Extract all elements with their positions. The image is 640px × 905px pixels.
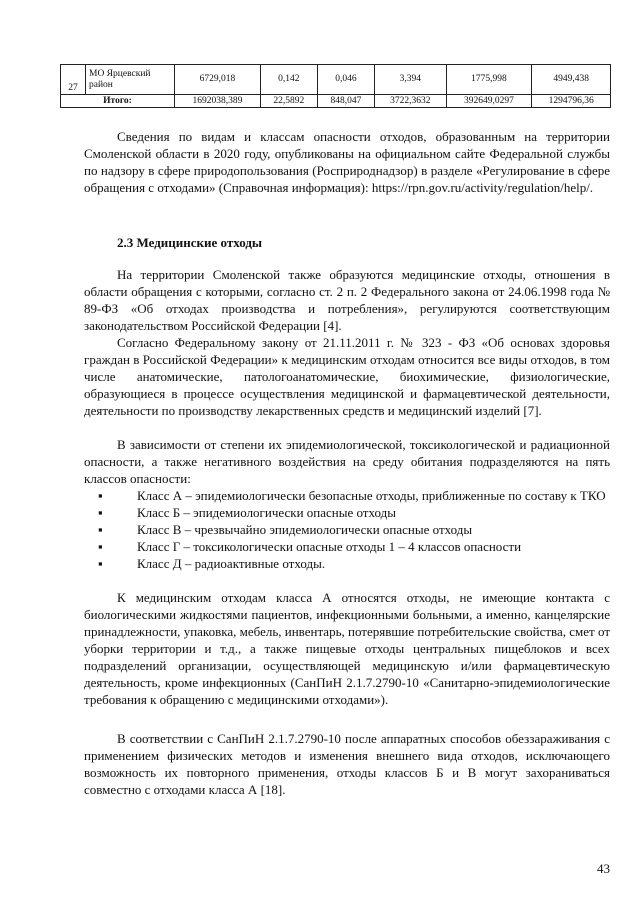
bullet-icon: ▪ — [98, 522, 103, 537]
table-total-row — [61, 95, 611, 108]
waste-data-table — [60, 64, 611, 108]
list-item-text: Класс В – чрезвычайно эпидемиологически опасные отходы — [137, 522, 473, 537]
bullet-icon: ▪ — [98, 505, 103, 520]
bullet-icon: ▪ — [98, 556, 103, 571]
value-cell: 1775,998 — [446, 65, 532, 95]
value-cell: 0,046 — [317, 65, 374, 95]
value-cell: 0,142 — [260, 65, 317, 95]
list-item-text: Класс Б – эпидемиологически опасные отходы — [137, 505, 396, 520]
bullet-icon: ▪ — [98, 488, 103, 503]
total-value-cell: 848,047 — [317, 95, 374, 108]
body-paragraph: Согласно Федеральному закону от 21.11.2011 г. № 323 - ФЗ «Об основах здоровья граждан в Российской Федерации» к медицинским отходам относится все виды отходов, в том числе анатомические, патологоанатомические, биохимические, физиологические, образующиеся в процессе осуществления медицинской и фармацевтической деятельности, деятельности по производству лекарственных средств и медицинский изделий [7]. — [84, 335, 610, 418]
list-item — [84, 538, 610, 555]
total-value-cell: 3722,3632 — [375, 95, 446, 108]
value-cell: 4949,438 — [532, 65, 611, 95]
list-item — [84, 487, 610, 504]
body-paragraph: К медицинским отходам класса А относятся отходы, не имеющие контакта с биологическими жидкостями пациентов, инфекционными больными, а именно, канцелярские принадлежности, упаковка, мебель, инвентарь, потерявшие потребительские свойства, смет от уборки территории и т.д., а также пищевые отходы центральных пищеблоков и всех подразделений организации, осуществляющей медицинскую и/или фармацевтическую деятельность, кроме инфекционных (СанПиН 2.1.7.2790-10 «Санитарно-эпидемиологические требования к обращению с медицинскими отходами»). — [84, 590, 610, 707]
body-paragraph: На территории Смоленской также образуются медицинские отходы, отношения в области обращения с которыми, согласно ст. 2 п. 2 Федерального закона от 24.06.1998 года № 89-ФЗ «Об отходах производства и потребления», регулируются соответствующим законодательством Российской Федерации [4]. — [84, 267, 610, 333]
body-paragraph: В соответствии с СанПиН 2.1.7.2790-10 после аппаратных способов обеззараживания с применением физических методов и изменения внешнего вида отходов, исключающего возможность их повторного применения, отходы классов Б и В могут захораниваться совместно с отходами класса А [18]. — [84, 731, 610, 797]
hazard-class-list — [84, 487, 610, 572]
intro-paragraph: Сведения по видам и классам опасности отходов, образованным на территории Смоленской области в 2020 году, опубликованы на официальном сайте Федеральной службы по надзору в сфере природопользования (Росприроднадзор) в разделе «Регулирование в сфере обращения с отходами» (Справочная информация): https://rpn.gov.ru/activity/regulation/help/. — [84, 129, 610, 195]
page-number: 43 — [597, 861, 610, 876]
table-row — [61, 65, 611, 95]
total-value-cell: 392649,0297 — [446, 95, 532, 108]
list-item-text: Класс А – эпидемиологически безопасные отходы, приближенные по составу к ТКО — [137, 488, 606, 503]
total-label-cell: Итого: — [61, 95, 175, 108]
list-item — [84, 555, 610, 572]
total-value-cell: 1692038,389 — [175, 95, 261, 108]
section-heading: 2.3 Медицинские отходы — [117, 235, 263, 250]
bullet-icon: ▪ — [98, 539, 103, 554]
district-name-cell: МО Ярцевский район — [86, 65, 175, 95]
body-paragraph: В зависимости от степени их эпидемиологической, токсикологической и радиационной опасности, а также негативного воздействия на среду обитания подразделяются на пять классов опасности: — [84, 437, 610, 486]
total-value-cell: 22,5892 — [260, 95, 317, 108]
list-item — [84, 504, 610, 521]
row-index-cell: 27 — [61, 65, 86, 95]
list-item — [84, 521, 610, 538]
value-cell: 3,394 — [375, 65, 446, 95]
list-item-text: Класс Г – токсикологически опасные отходы 1 – 4 классов опасности — [137, 539, 522, 554]
value-cell: 6729,018 — [175, 65, 261, 95]
total-value-cell: 1294796,36 — [532, 95, 611, 108]
list-item-text: Класс Д – радиоактивные отходы. — [137, 556, 326, 571]
